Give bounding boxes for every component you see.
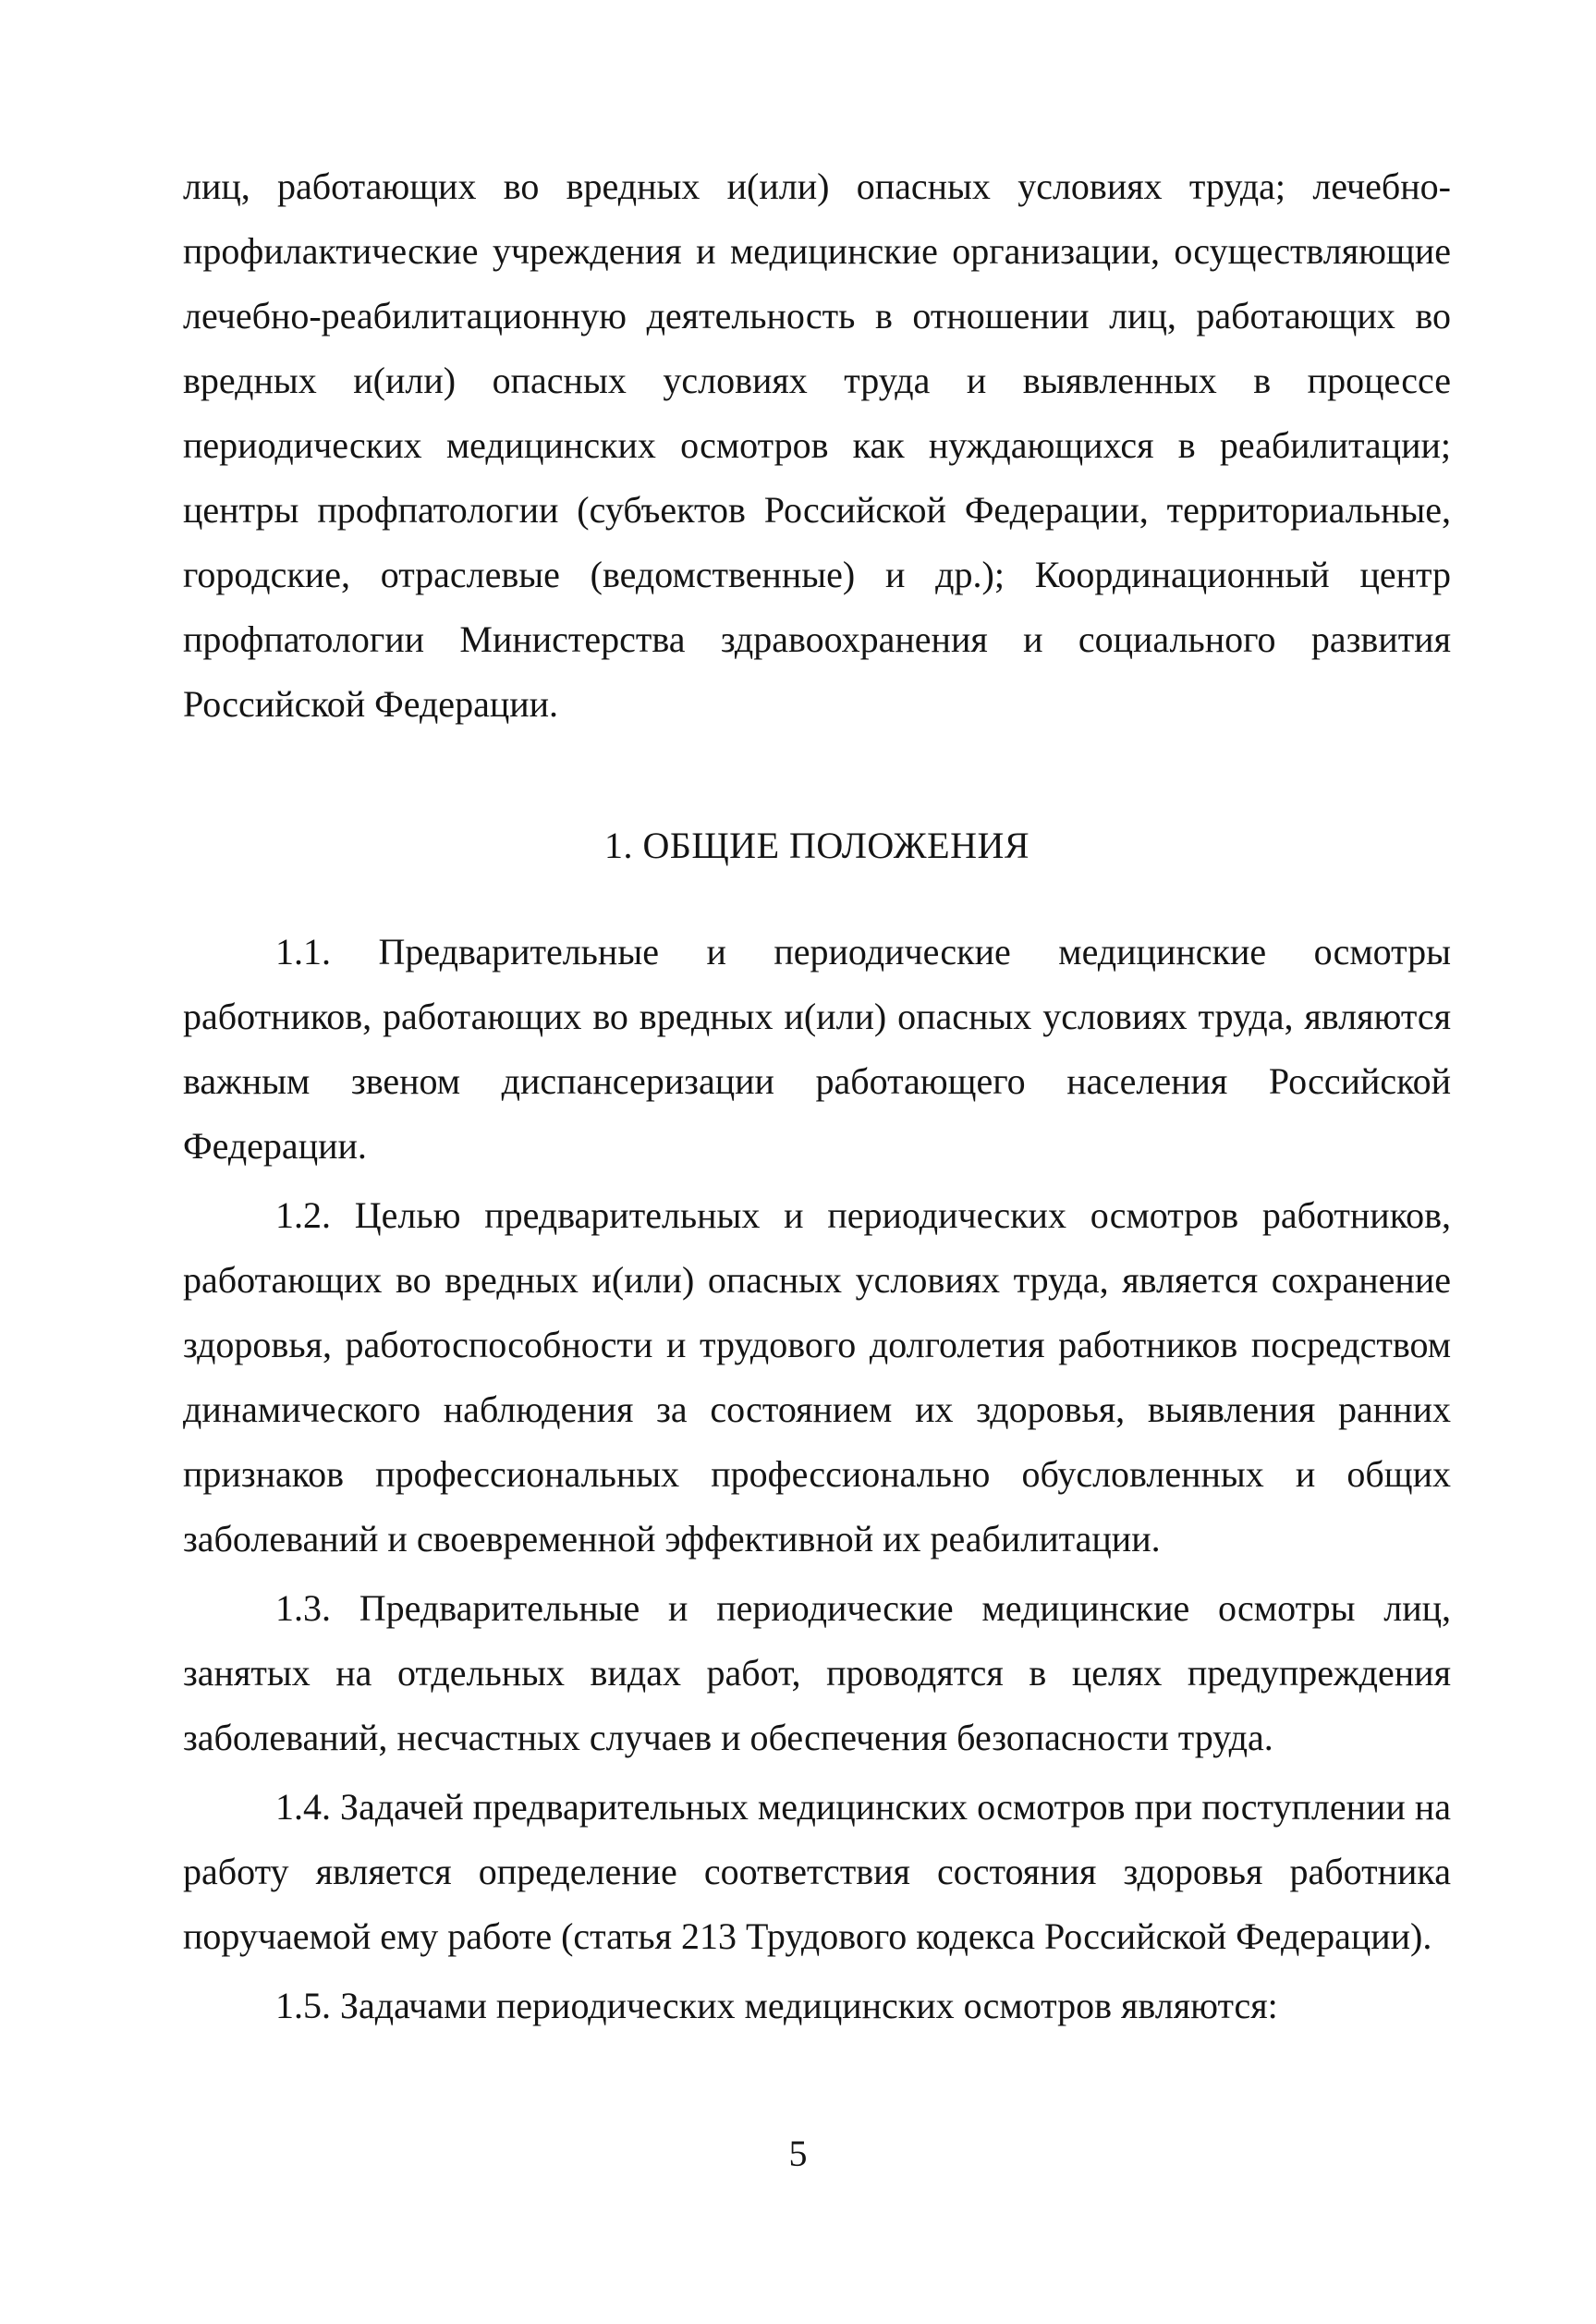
section-body bbox=[183, 920, 1451, 2043]
paragraph-1-1: 1.1. Предварительные и периодические медицинские осмотры работников, работающих во вредных и(или) опасных условиях труда, являются важным звеном диспансеризации работающего населения Российской Федерации. bbox=[183, 931, 1451, 1167]
paragraph-1-3: 1.3. Предварительные и периодические медицинские осмотры лиц, занятых на отдельных видах работ, проводятся в целях предупреждения заболеваний, несчастных случаев и обеспечения безопасности труда. bbox=[183, 1587, 1451, 1758]
intro-paragraph: лиц, работающих во вредных и(или) опасных условиях труда; лечебно-профилактические учреждения и медицинские организации, осуществляющие лечебно-реабилитационную деятельность в отношении лиц, работающих во вредных и(или) опасных условиях труда и выявленных в процессе периодических медицинских осмотров как нуждающихся в реабилитации; центры профпатологии (субъектов Российской Федерации, территориальные, городские, отраслевые (ведомственные) и др.); Координационный центр профпатологии Министерства здравоохранения и социального развития Российской Федерации. bbox=[183, 165, 1451, 725]
section-heading: 1. ОБЩИЕ ПОЛОЖЕНИЯ bbox=[603, 825, 1030, 866]
intro-block bbox=[183, 154, 1451, 741]
page-number: 5 bbox=[788, 2133, 808, 2174]
paragraph-1-2: 1.2. Целью предварительных и периодических осмотров работников, работающих во вредных и(или) опасных условиях труда, является сохранение здоровья, работоспособности и трудового долголетия работников посредством динамического наблюдения за состоянием их здоровья, выявления ранних признаков профессиональных профессионально обусловленных и общих заболеваний и своевременной эффективной их реабилитации. bbox=[183, 1194, 1451, 1560]
paragraph-1-5: 1.5. Задачами периодических медицинских осмотров являются: bbox=[275, 1985, 1278, 2026]
paragraph-1-4: 1.4. Задачей предварительных медицинских осмотров при поступлении на работу является определение соответствия состояния здоровья работника поручаемой ему работе (статья 213 Трудового кодекса Российской Федерации). bbox=[183, 1786, 1451, 1957]
